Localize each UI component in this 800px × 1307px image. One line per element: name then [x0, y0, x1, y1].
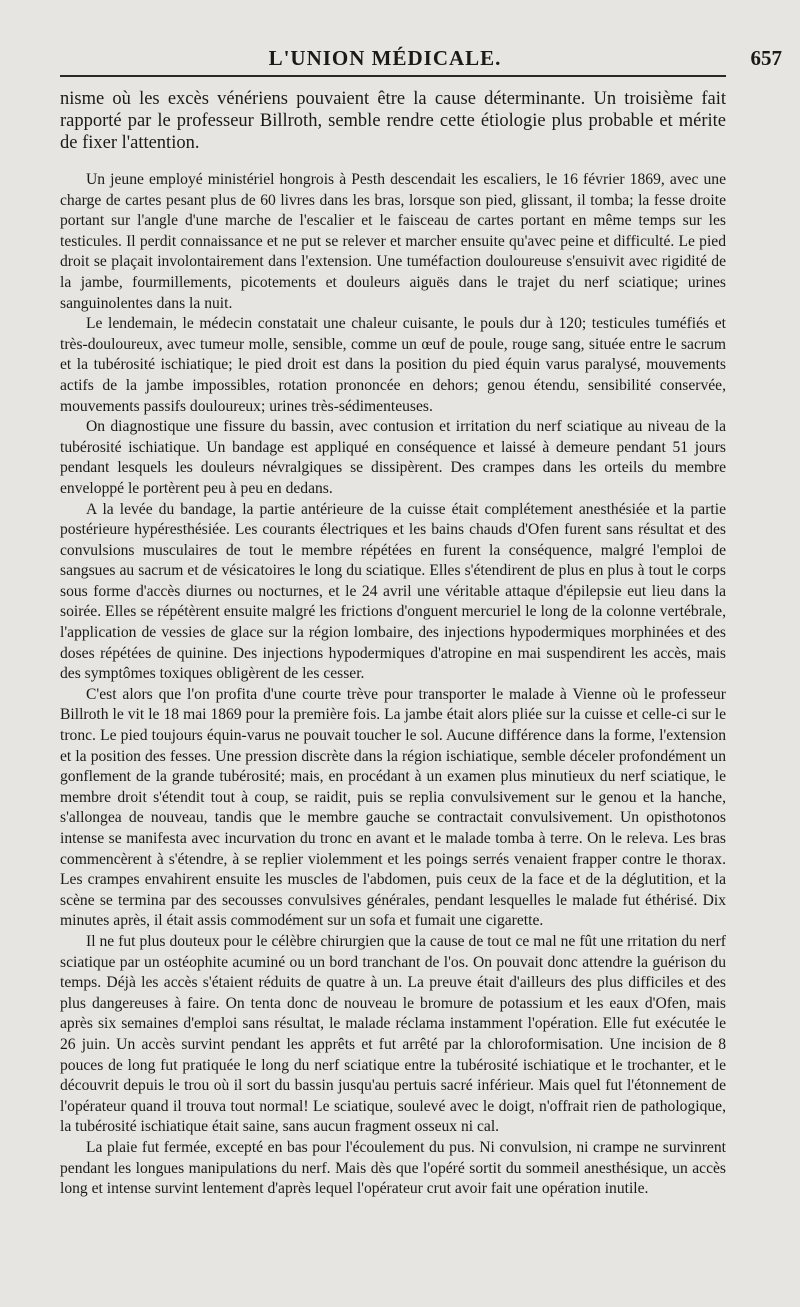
paragraph: Il ne fut plus douteux pour le célèbre chirurgien que la cause de tout ce mal ne fût une rritation du nerf sciatique par un ostéophite acuminé ou un bord tranchant de l'os. On pouvait donc attendre la guérison du temps. Déjà les accès s'étaient réduits de quatre à un. La preuve était d'ailleurs des plus difficiles et des plus dangereuses à faire. On tenta donc de nouveau le bromure de potassium et les eaux d'Ofen, mais après six semaines d'emploi sans résultat, le malade réclama instamment l'opération. Elle fut exécutée le 26 juin. Un accès survint pendant les apprêts et fut arrêté par la chloroformisation. Une incision de 8 pouces de long fut pratiquée le long du nerf sciatique entre la tubérosité ischiatique et le trochanter, et le découvrit depuis le trou où il sort du bassin jusqu'au pertuis sacré inférieur. Mais quel fut l'étonnement de l'opérateur quand il trouva tout normal! Le sciatique, soulevé avec le doigt, n'offrait rien de pathologique, la tubérosité ischiatique était saine, sans aucun fragment osseux ni cal.: [60, 932, 726, 1136]
page-number: 657: [750, 46, 782, 70]
page-header: [0, 46, 800, 78]
paragraph: On diagnostique une fissure du bassin, avec contusion et irritation du nerf sciatique au niveau de la tubérosité ischiatique. Un bandage est appliqué en conséquence et laissé à demeure pendant 51 jours pendant lesquels les douleurs névralgiques se dissipèrent. Des crampes dans les orteils du membre enveloppé le portèrent peu à peu en dedans.: [60, 418, 726, 497]
paragraph: C'est alors que l'on profita d'une courte trève pour transporter le malade à Vienne où le professeur Billroth le vit le 18 mai 1869 pour la première fois. La jambe était alors pliée sur la cuisse et celle-ci sur le tronc. Le pied toujours équin-varus ne pouvait toucher le sol. Aucune différence dans la forme, l'extension et la position des fesses. Une pression discrète dans la région ischiatique, semble déceler profondément un gonflement de la grande tubérosité; mais, en procédant à un examen plus minutieux du nerf sciatique, le membre droit s'étendit tout à coup, se raidit, puis se replia convulsivement sur le genou et la hanche, s'allongea de nouveau, tandis que le membre gauche se contractait convulsivement. Un opisthotonos intense se manifesta avec incurvation du tronc en avant et le malade tomba à terre. On le releva. Les bras commencèrent à s'étendre, à se replier violemment et les poings serrés venaient frapper contre le thorax. Les crampes envahirent ensuite les muscles de l'abdomen, puis ceux de la face et de la déglutition, et la scène se termina par des secousses convulsives générales, pendant lesquelles le malade fut éthérisé. Dix minutes après, il était assis commodément sur un sofa et fumait une cigarette.: [60, 685, 726, 930]
article-body: [60, 170, 726, 1200]
paragraph: A la levée du bandage, la partie antérieure de la cuisse était complétement anesthésiée et la partie postérieure hypéresthésiée. Les courants électriques et les bains chauds d'Ofen furent sans résultat et des convulsions musculaires de tout le membre répétées en furent la conséquence, malgré l'emploi de sangsues au sacrum et de vésicatoires le long du sciatique. Elles s'étendirent de plus en plus à tout le corps sous forme d'accès diurnes ou nocturnes, et le 24 avril une véritable attaque d'épilepsie eut lieu dans la soirée. Elles se répétèrent ensuite malgré les frictions d'onguent mercuriel le long de la colonne vertébrale, l'application de vessies de glace sur la région lombaire, des injections hypodermiques morphinées et des doses répétées de quinine. Des injections hypodermiques d'atropine en mai suspendirent les accès, mais des symptômes toxiques obligèrent de les cesser.: [60, 500, 726, 683]
text-column: [60, 88, 726, 1200]
running-title: L'UNION MÉDICALE.: [268, 46, 502, 70]
paragraph: La plaie fut fermée, excepté en bas pour l'écoulement du pus. Ni convulsion, ni crampe ne survinrent pendant les longues manipulations du nerf. Mais dès que l'opéré sortit du sommeil anesthésique, un accès long et intense survint lentement d'après lequel l'opérateur crut avoir fait une opération inutile.: [60, 1138, 726, 1198]
lead-paragraph: nisme où les excès vénériens pouvaient être la cause déterminante. Un troisième fait rapporté par le professeur Billroth, semble rendre cette étiologie plus probable et mérite de fixer l'attention.: [60, 89, 726, 153]
paragraph: Le lendemain, le médecin constatait une chaleur cuisante, le pouls dur à 120; testicules tuméfiés et très-douloureux, avec tumeur molle, sensible, comme un œuf de poule, rouge sang, située entre le sacrum et la tubérosité ischiatique; le pied droit est dans la position du pied équin varus paralysé, mouvements actifs de la jambe impossibles, rotation prononcée en dehors; genou étendu, sensibilité conservée, mouvements passifs douloureux; urines très-sédimenteuses.: [60, 315, 726, 415]
header-rule: [60, 75, 726, 77]
paragraph: Un jeune employé ministériel hongrois à Pesth descendait les escaliers, le 16 février 1869, avec une charge de cartes pesant plus de 60 livres dans les bras, lorsque son pied, glissant, il tomba; la fesse droite portant sur l'angle d'une marche de l'escalier et le faisceau de cartes portant en même temps sur les testicules. Il perdit connaissance et ne put se relever et marcher ensuite qu'avec peine et difficulté. Le pied droit se plaçait involontairement dans l'extension. Une tuméfaction douloureuse s'ensuivit avec rigidité de la jambe, fourmillements, picotements et douleurs aiguës dans le trajet du nerf sciatique; urines sanguinolentes dans la nuit.: [60, 171, 726, 312]
